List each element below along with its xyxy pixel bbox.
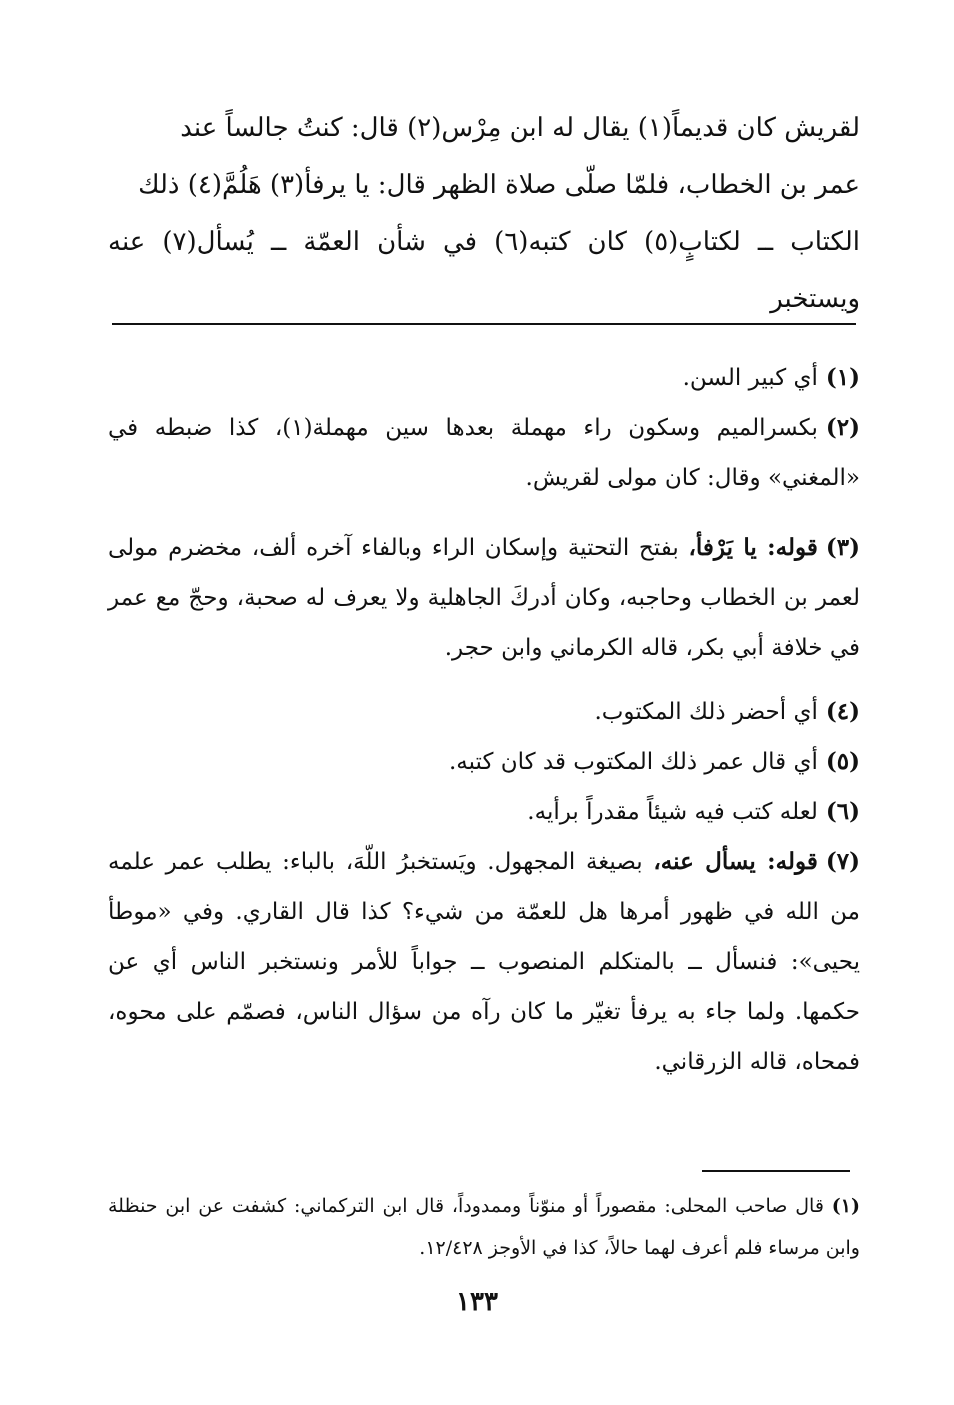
footnote-text: بصيغة المجهول. ويَستخبرُ اللّهَ، بالباء: يطلب عمر علمه من الله في ظهور أمرها هل للعمّة من شيء؟ كذا قال القاري. وفي «موطأ يحيى»: فنسأل ــ بالمتكلم المنصوب ــ جواباً للأمر ونستخبر الناس أي عن حكمها. ولما جاء به يرفأ تغيّر ما كان رآه من سؤال الناس، فصمّم على محوه، فمحاه، قاله الزرقاني. — [108, 849, 860, 1075]
footnotes-group-a — [108, 353, 860, 503]
footnote-number: (٥) — [825, 748, 860, 775]
footnote-text: بكسرالميم وسكون راء مهملة بعدها سين مهملة(١)، كذا ضبطه في «المغني» وقال: كان مولى لقريش. — [108, 415, 860, 491]
footnote-number: (٤) — [825, 698, 860, 725]
footnote-number: (٧) — [825, 848, 860, 875]
main-text-line: لقريش كان قديماً(١) يقال له ابن مِرْس(٢) قال: كنتُ جالساً عند — [180, 113, 860, 143]
footnote-text: لعله كتب فيه شيئاً مقدراً برأيه. — [527, 799, 818, 825]
footnotes-group-c — [108, 687, 860, 1087]
footnote-lead: قوله: يا يَرْفأ، — [688, 534, 818, 561]
footnote-text: بفتح التحتية وإسكان الراء وبالفاء آخره ألف، مخضرم مولى لعمر بن الخطاب وحاجبه، وكان أدركَ الجاهلية ولا يعرف له صحبة، وحجّ مع عمر في خلافة أبي بكر، قاله الكرماني وابن حجر. — [108, 535, 860, 661]
footnote-2 — [108, 403, 860, 503]
footnote-4 — [108, 687, 860, 737]
footnote-1 — [108, 353, 860, 403]
main-text-line: الكتاب ــ لكتابٍ(٥) كان كتبه(٦) في شأن العمّة ــ يُسأل(٧) عنه ويستخبر — [108, 227, 860, 314]
footnote-number: (٢) — [825, 414, 861, 441]
footnote-separator — [112, 323, 856, 325]
footnotes-group-b — [108, 523, 860, 673]
footnote-6 — [108, 787, 860, 837]
main-text-line: عمر بن الخطاب، فلمّا صلّى صلاة الظهر قال: يا يرفأ(٣) هَلُمَّ(٤) ذلك — [138, 170, 860, 200]
footnote-5 — [108, 737, 860, 787]
footnote-text: أي كبير السن. — [682, 365, 818, 391]
footnote-number: (٦) — [825, 798, 860, 825]
sub-footnote-separator — [702, 1170, 850, 1172]
sub-footnote-text: قال صاحب المحلى: مقصوراً أو منوّناً وممدوداً، قال ابن التركماني: كشفت عن ابن حنظلة وابن مرساء فلم أعرف لهما حالاً، كذا في الأوجز ١٢/٤٢٨. — [108, 1195, 860, 1259]
footnote-text: أي أحضر ذلك المكتوب. — [594, 699, 818, 725]
footnote-text: أي قال عمر ذلك المكتوب قد كان كتبه. — [448, 749, 818, 775]
sub-footnotes — [108, 1185, 860, 1269]
sub-footnote-number: (١) — [831, 1195, 860, 1217]
sub-footnote-1 — [108, 1185, 860, 1269]
page-number: ١٣٣ — [456, 1287, 498, 1317]
footnote-number: (٣) — [825, 534, 860, 561]
footnote-3 — [108, 523, 860, 673]
footnote-number: (١) — [825, 364, 860, 391]
footnote-lead: قوله: يسأل عنه، — [653, 848, 818, 875]
footnote-7 — [108, 837, 860, 1087]
main-text-body — [108, 100, 860, 328]
